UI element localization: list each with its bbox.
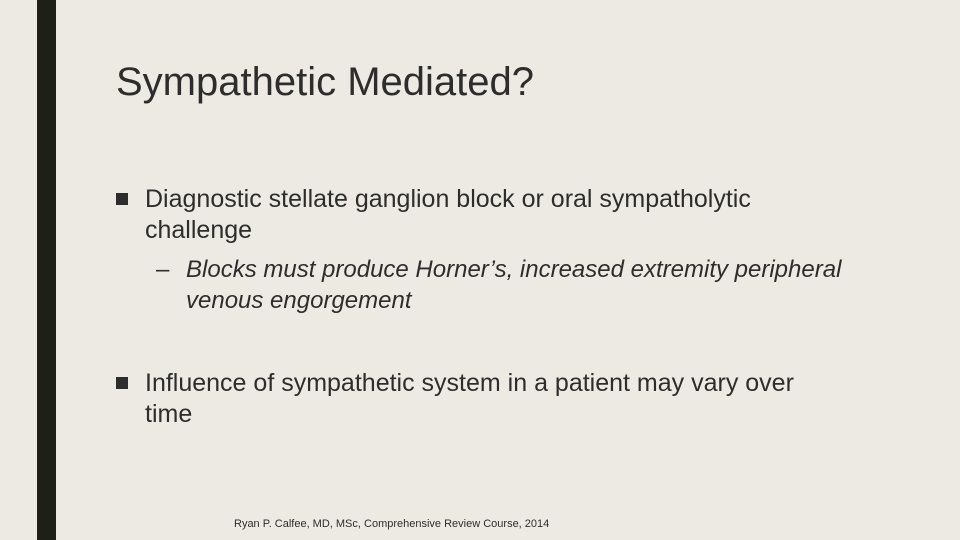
dash-bullet-icon: – [156, 256, 170, 283]
square-bullet-icon [116, 377, 128, 389]
sub-bullet-text: Blocks must produce Horner’s, increased extremity peripheral venous engorgement [186, 256, 842, 314]
square-bullet-icon [116, 193, 128, 205]
citation: Ryan P. Calfee, MD, MSc, Comprehensive Review Course, 2014 [234, 518, 550, 530]
accent-bar [37, 0, 56, 540]
bullet-text: Diagnostic stellate ganglion block or oral sympatholytic challenge [145, 185, 751, 244]
slide-title: Sympathetic Mediated? [116, 60, 535, 104]
bullet-text: Influence of sympathetic system in a patient may vary over time [145, 369, 794, 428]
